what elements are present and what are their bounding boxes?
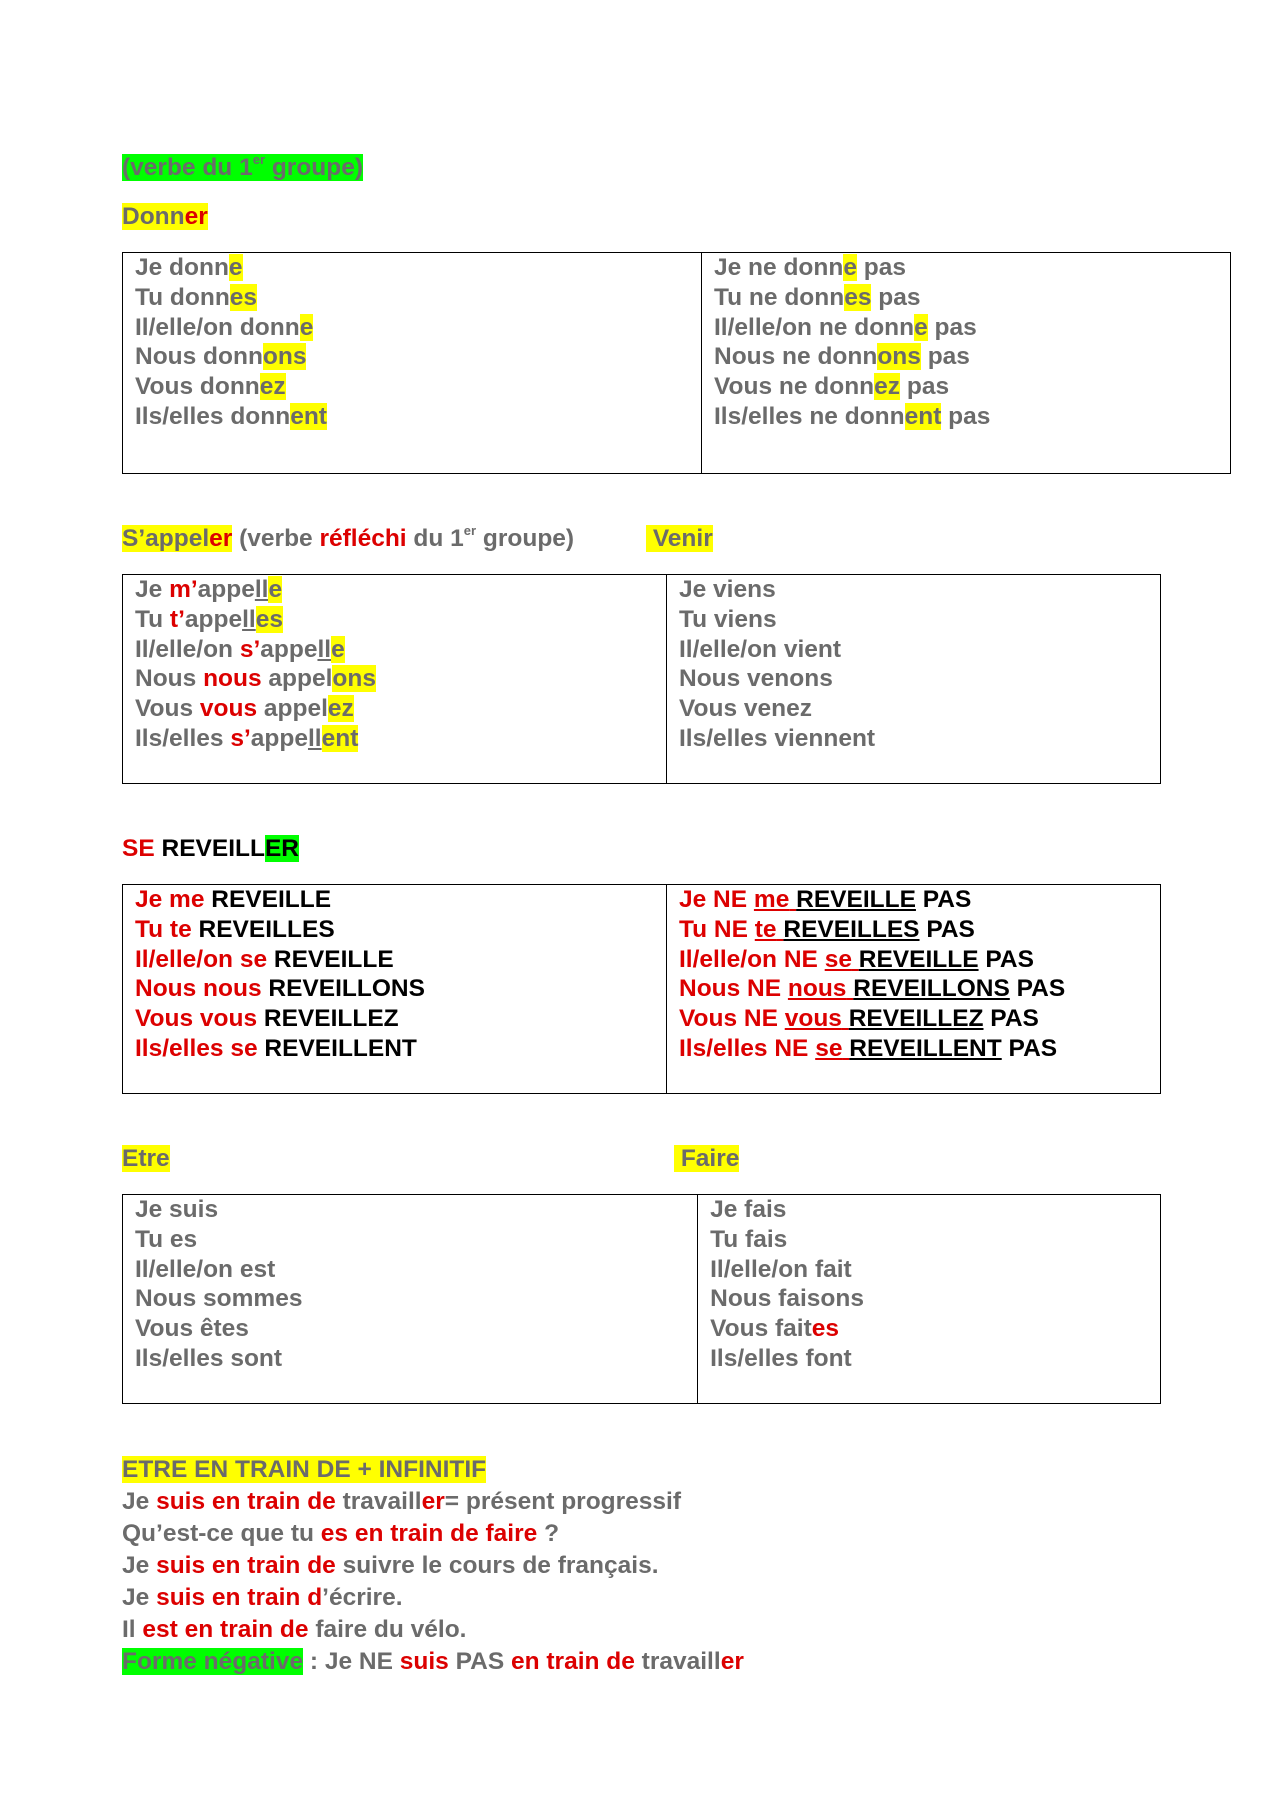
conj-row: Tu NE te REVEILLES PAS: [679, 915, 975, 943]
sereveiller-affirmative-cell: [123, 885, 667, 1094]
conj-row: Tu viens: [679, 605, 777, 633]
conj-row: Il/elle/on donne: [135, 313, 314, 341]
etre-faire-table: [122, 1194, 1161, 1404]
conj-row: Je me REVEILLE: [135, 886, 332, 913]
example-line: Je suis en train de suivre le cours de français.: [122, 1552, 659, 1579]
progressive-title: ETRE EN TRAIN DE + INFINITIF: [122, 1456, 487, 1483]
conj-row: Il/elle/on se REVEILLE: [135, 945, 394, 973]
conj-row: Ils/elles sont: [135, 1344, 283, 1372]
conj-row: Ils/elles NE se REVEILLENT PAS: [679, 1034, 1058, 1062]
conj-row: Ils/elles s’appellent: [135, 724, 359, 752]
conj-row: Je m’appelle: [135, 576, 283, 603]
donner-affirmative-cell: [123, 253, 702, 474]
negative-form-line: Forme négative : Je NE suis PAS en train de travailler: [122, 1648, 744, 1675]
conj-row: Vous êtes: [135, 1315, 249, 1343]
conj-row: Vous vous appelez: [135, 695, 354, 723]
conj-row: Nous nous appelons: [135, 665, 376, 693]
conj-row: Il/elle/on est: [135, 1255, 276, 1283]
conj-row: Tu es: [135, 1225, 198, 1253]
sappeler-title: S’appeler (verbe réfléchi du 1er groupe): [122, 522, 575, 552]
conj-row: Ils/elles ne donnent pas: [714, 402, 991, 430]
conj-row: Je fais: [710, 1196, 787, 1223]
etre-cell: [123, 1195, 698, 1404]
conj-row: Nous ne donnons pas: [714, 343, 970, 371]
sappeler-cell: [123, 575, 667, 784]
conj-row: Ils/elles se REVEILLENT: [135, 1034, 417, 1062]
conj-row: Vous ne donnez pas: [714, 373, 950, 401]
conj-row: Je donne: [135, 254, 243, 281]
sereveiller-negative-cell: [667, 885, 1161, 1094]
conj-row: Je viens: [679, 576, 776, 603]
venir-cell: [667, 575, 1161, 784]
conj-row: Il/elle/on NE se REVEILLE PAS: [679, 945, 1034, 973]
conj-row: Il/elle/on vient: [679, 635, 842, 663]
conj-row: Tu donnes: [135, 283, 258, 311]
sappeler-venir-table: [122, 574, 1161, 784]
example-line: Je suis en train de travailler= présent progressif: [122, 1488, 681, 1515]
conj-row: Vous NE vous REVEILLEZ PAS: [679, 1005, 1039, 1033]
example-line: Je suis en train d’écrire.: [122, 1584, 403, 1611]
conj-row: Tu fais: [710, 1225, 788, 1253]
conj-row: Il/elle/on s’appelle: [135, 635, 345, 663]
conj-row: Vous donnez: [135, 373, 286, 401]
conj-row: Je ne donne pas: [714, 254, 906, 281]
donner-table: [122, 252, 1231, 474]
conj-row: Il/elle/on fait: [710, 1255, 852, 1283]
conj-row: Je NE me REVEILLE PAS: [679, 886, 972, 913]
example-line: Il est en train de faire du vélo.: [122, 1616, 467, 1643]
venir-title: Venir: [646, 524, 713, 554]
conj-row: Il/elle/on ne donne pas: [714, 313, 977, 341]
conj-row: Ils/elles donnent: [135, 402, 327, 430]
sereveiller-table: [122, 884, 1161, 1094]
conj-row: Nous sommes: [135, 1285, 303, 1313]
conj-row: Je suis: [135, 1196, 219, 1223]
conj-row: Ils/elles font: [710, 1344, 852, 1372]
group-heading: (verbe du 1er groupe): [122, 151, 364, 181]
conj-row: Nous venons: [679, 665, 833, 693]
conj-row: Tu te REVEILLES: [135, 915, 335, 943]
donner-title: Donner: [122, 203, 208, 230]
example-line: Qu’est-ce que tu es en train de faire ?: [122, 1520, 560, 1547]
conj-row: Tu t’appelles: [135, 605, 283, 633]
conj-row: Ils/elles viennent: [679, 724, 876, 752]
conj-row: Vous faites: [710, 1315, 840, 1343]
faire-title: Faire: [674, 1144, 739, 1174]
conj-row: Nous faisons: [710, 1285, 864, 1313]
conj-row: Vous venez: [679, 695, 812, 723]
faire-cell: [698, 1195, 1161, 1404]
conj-row: Nous NE nous REVEILLONS PAS: [679, 975, 1066, 1003]
sereveiller-title: SE REVEILLER: [122, 835, 299, 862]
conj-row: Nous nous REVEILLONS: [135, 975, 425, 1003]
conj-row: Vous vous REVEILLEZ: [135, 1005, 399, 1033]
donner-negative-cell: [702, 253, 1231, 474]
conj-row: Nous donnons: [135, 343, 307, 371]
etre-title: Etre: [122, 1145, 170, 1172]
conj-row: Tu ne donnes pas: [714, 283, 921, 311]
